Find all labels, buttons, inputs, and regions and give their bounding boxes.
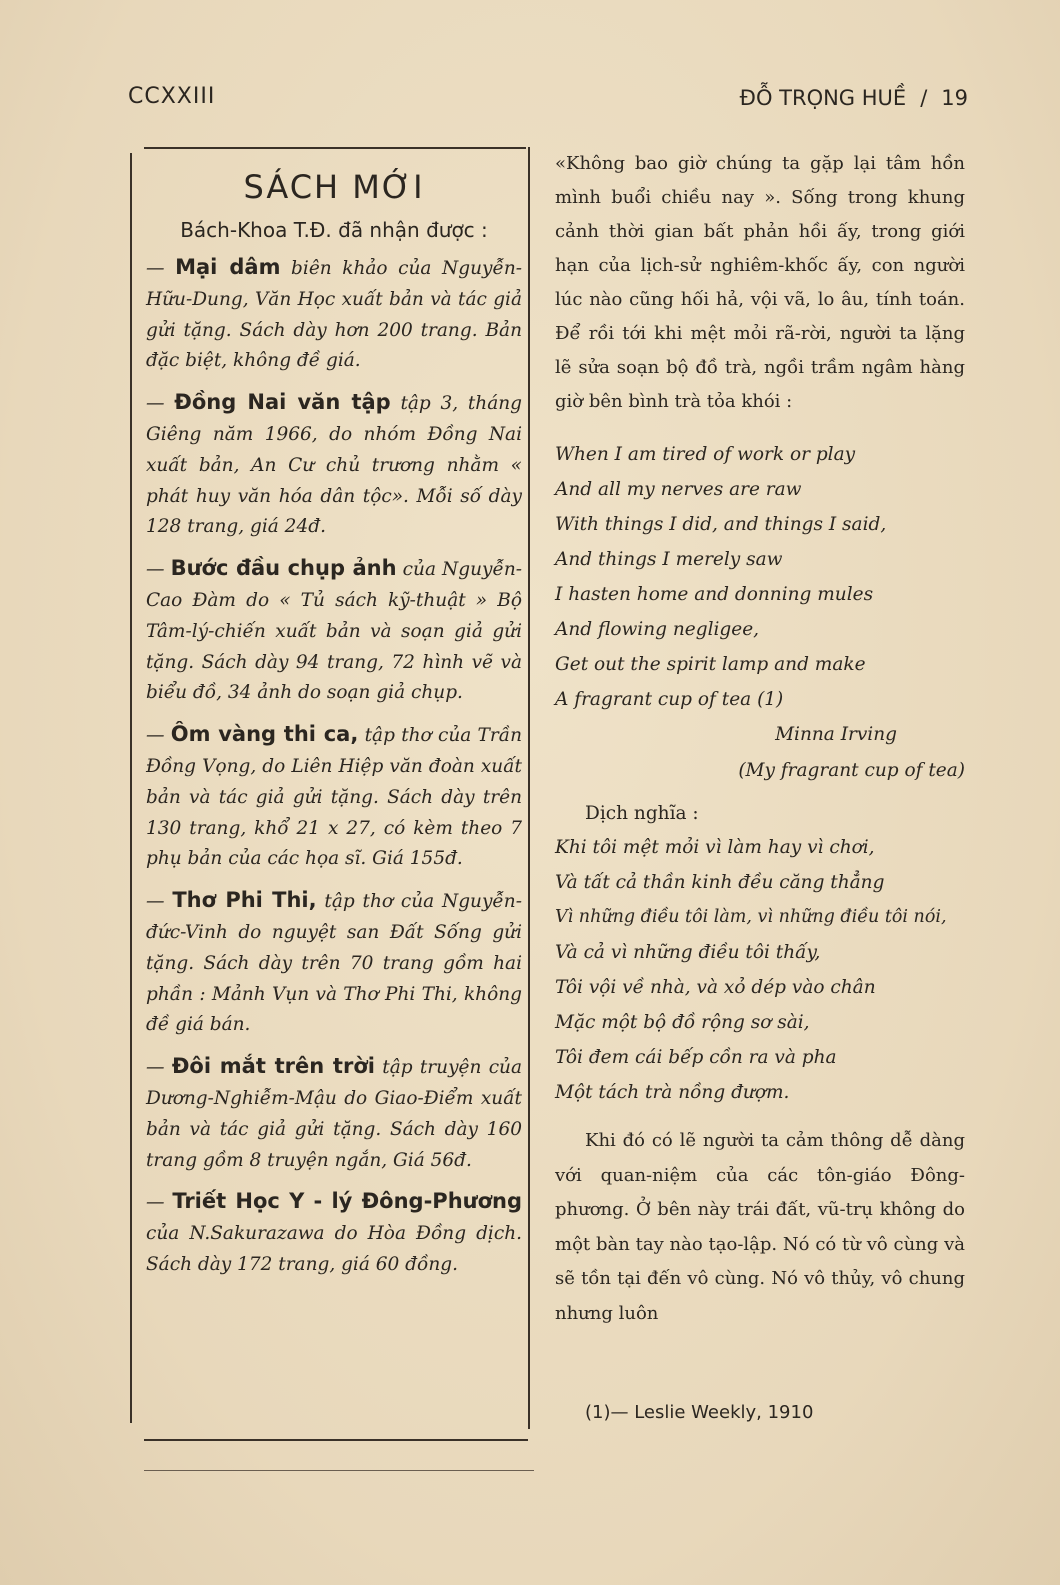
book-entry [146, 719, 522, 875]
essay-column [555, 147, 965, 1331]
translation-line: Vì những điều tôi làm, vì những điều tôi nói, [555, 907, 947, 927]
footnote: (1)— Leslie Weekly, 1910 [585, 1402, 814, 1423]
book-entry [146, 387, 522, 543]
english-poem [555, 437, 965, 717]
page-roman-number: CCXXIII [128, 84, 216, 109]
book-title: Thơ Phi Thi, [172, 888, 317, 913]
box-left-rule [130, 153, 132, 1423]
entry-dash: — [146, 1057, 172, 1079]
book-details: tập truyện của Dương-Nghiễm-Mậu do Giao-Điểm xuất bản và tác giả gửi tặng. Sách dày 160 trang gồm 8 truyện ngắn, Giá 56đ. [146, 1057, 522, 1171]
book-details: tập thơ của Trần Đồng Vọng, do Liên Hiệp văn đoàn xuất bản và tác giả gửi tặng. Sách dày trên 130 trang, khổ 21 x 27, có kèm theo 7 phụ bản của các họa sĩ. Giá 155đ. [146, 725, 522, 870]
entry-dash: — [146, 1192, 173, 1214]
closing-paragraph: Khi đó có lẽ người ta cảm thông dễ dàng với quan-niệm của các tôn-giáo Đông-phương. Ở bên này trái đất, vũ-trụ không do một bàn tay nào tạo-lập. Nó có từ vô cùng và sẽ tồn tại đến vô cùng. Nó vô thủy, vô chung nhưng luôn [555, 1130, 965, 1324]
header-separator: / [920, 86, 928, 110]
box-bottom-rule [144, 1439, 528, 1441]
poem-line: And things I merely saw [555, 549, 783, 570]
footer-rule [144, 1470, 534, 1471]
poem-author: Minna Irving [775, 724, 897, 745]
page-number: 19 [941, 86, 968, 110]
translation-line: Tôi vội về nhà, và xỏ dép vào chân [555, 977, 876, 998]
translation-line: Mặc một bộ đồ rộng sơ sài, [555, 1012, 810, 1033]
book-title: Bước đầu chụp ảnh [170, 556, 397, 581]
poem-line: And all my nerves are raw [555, 479, 802, 500]
translation-line: Một tách trà nồng đượm. [555, 1082, 790, 1103]
entry-dash: — [146, 258, 176, 279]
translation-line: Và cả vì những điều tôi thấy, [555, 942, 821, 963]
poem-line: With things I did, and things I said, [555, 514, 887, 535]
translation-line: Khi tôi mệt mỏi vì làm hay vì chơi, [555, 837, 875, 858]
entry-dash: — [146, 725, 171, 747]
book-details: tập thơ của Nguyễn-đức-Vinh do nguyệt san Đất Sống gửi tặng. Sách dày trên 70 trang gồm hai phần : Mảnh Vụn và Thơ Phi Thi, không đề giá bán. [146, 891, 522, 1036]
book-entry [146, 1051, 522, 1176]
new-books-column [146, 158, 522, 1291]
book-title: Đồng Nai văn tập [174, 390, 391, 415]
translation-poem [555, 830, 965, 1110]
intro-paragraph: «Không bao giờ chúng ta gặp lại tâm hồn mình buổi chiều nay ». Sống trong khung cảnh thời gian bất phản hồi ấy, trong giới hạn của lịch-sử nghiêm-khốc ấy, con người lúc nào cũng hối hả, vội vã, lo âu, tính toán. Để rồi tới khi mệt mỏi rã-rời, người ta lặng lẽ sửa soạn bộ đồ trà, ngồi trầm ngâm hàng giờ bên bình trà tỏa khói : [555, 153, 965, 412]
translation-label: Dịch nghĩa : [585, 803, 699, 824]
book-title: Đôi mắt trên trời [171, 1054, 375, 1079]
section-subtitle: Bách-Khoa T.Đ. đã nhận được : [180, 218, 488, 242]
book-details: biên khảo của Nguyễn-Hữu-Dung, Văn Học xuất bản và tác giả gửi tặng. Sách dày hơn 200 trang. Bản đặc biệt, không đề giá. [146, 258, 522, 372]
entry-dash: — [146, 891, 173, 913]
book-details: tập 3, tháng Giêng năm 1966, do nhóm Đồng Nai xuất bản, An Cư chủ trương nhằm « phát huy văn hóa dân tộc». Mỗi số dày 128 trang, giá 24đ. [146, 393, 522, 538]
book-title: Mại dâm [175, 255, 281, 279]
running-header [740, 86, 968, 110]
poem-line: A fragrant cup of tea (1) [555, 689, 784, 710]
poem-title: (My fragrant cup of tea) [738, 760, 965, 781]
book-title: Triết Học Y - lý Đông-Phương [172, 1189, 523, 1214]
box-right-rule [528, 147, 530, 1429]
book-entry [146, 1186, 522, 1280]
poem-line: Get out the spirit lamp and make [555, 654, 866, 675]
entry-dash: — [146, 393, 175, 415]
section-title: SÁCH MỚI [243, 168, 425, 206]
header-author: ĐỖ TRỌNG HUỀ [739, 86, 907, 110]
poem-line: I hasten home and donning mules [555, 584, 874, 605]
entry-dash: — [146, 559, 171, 581]
book-details: của Nguyễn-Cao Đàm do « Tủ sách kỹ-thuật » Bộ Tâm-lý-chiến xuất bản và soạn giả gửi tặng. Sách dày 94 trang, 72 hình vẽ và biểu đồ, 34 ảnh do soạn giả chụp. [146, 559, 522, 704]
book-entry [146, 553, 522, 709]
translation-line: Và tất cả thần kinh đều căng thẳng [555, 872, 885, 893]
translation-line: Tôi đem cái bếp cồn ra và pha [555, 1047, 837, 1068]
book-entry [146, 252, 522, 377]
book-details: của N.Sakurazawa do Hòa Đồng dịch. Sách dày 172 trang, giá 60 đồng. [146, 1223, 522, 1275]
book-title: Ôm vàng thi ca, [170, 722, 359, 747]
box-top-rule [144, 147, 526, 149]
poem-line: When I am tired of work or play [555, 444, 856, 465]
poem-line: And flowing negligee, [555, 619, 760, 640]
book-entry [146, 885, 522, 1041]
